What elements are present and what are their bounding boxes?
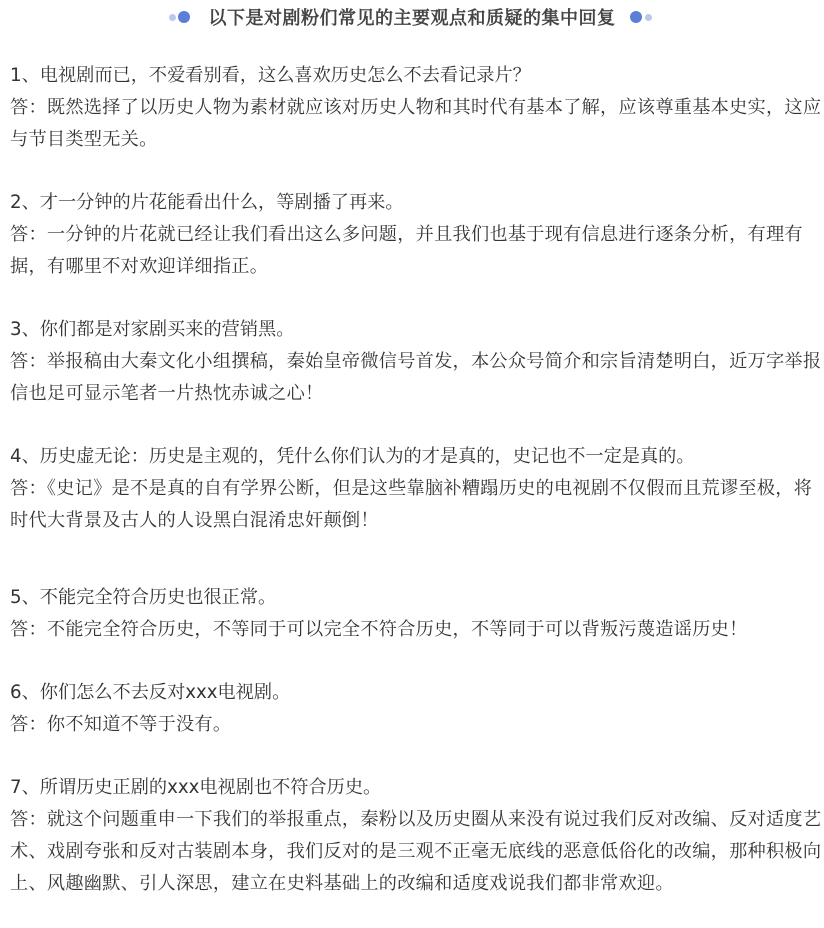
- qa-list: [10, 60, 822, 928]
- question-text: 6、你们怎么不去反对xxx电视剧。: [10, 682, 291, 703]
- answer-text: 答：不能完全符合历史，不等同于可以完全不符合历史，不等同于可以背叛污蔑造谣历史！: [10, 619, 748, 640]
- qa-item: [10, 772, 822, 900]
- answer-text: 答：《史记》是不是真的自有学界公断，但是这些靠脑补糟蹋历史的电视剧不仅假而且荒谬至极，将时代大背景及古人的人设黑白混淆忠奸颠倒！: [10, 478, 813, 531]
- qa-item: [10, 314, 822, 410]
- answer-text: 答：举报稿由大秦文化小组撰稿，秦始皇帝微信号首发，本公众号简介和宗旨清楚明白，近万字举报信也足可显示笔者一片热忱赤诚之心！: [10, 351, 822, 404]
- answer-text: 答：就这个问题重申一下我们的举报重点，秦粉以及历史圈从来没有说过我们反对改编、反对适度艺术、戏剧夸张和反对古装剧本身，我们反对的是三观不正毫无底线的恶意低俗化的改编，那种积极向上、风趣幽默、引人深思，建立在史料基础上的改编和适度戏说我们都非常欢迎。: [10, 809, 822, 894]
- question-text: 5、不能完全符合历史也很正常。: [10, 587, 277, 608]
- question-text: 7、所谓历史正剧的xxx电视剧也不符合历史。: [10, 777, 382, 798]
- section-title: 以下是对剧粉们常见的主要观点和质疑的集中回复: [208, 8, 616, 29]
- decorative-dots-right-icon: [630, 9, 656, 25]
- section-header: [0, 0, 824, 34]
- qa-item: [10, 582, 822, 646]
- question-text: 3、你们都是对家剧买来的营销黑。: [10, 319, 295, 340]
- answer-text: 答：一分钟的片花就已经让我们看出这么多问题，并且我们也基于现有信息进行逐条分析，有理有据，有哪里不对欢迎详细指正。: [10, 224, 803, 277]
- decorative-dots-left-icon: [169, 9, 195, 25]
- qa-item: [10, 60, 822, 156]
- qa-item: [10, 187, 822, 283]
- question-text: 1、电视剧而已，不爱看别看，这么喜欢历史怎么不去看记录片？: [10, 65, 531, 86]
- answer-text: 答：既然选择了以历史人物为素材就应该对历史人物和其时代有基本了解，应该尊重基本史实，这应与节目类型无关。: [10, 97, 822, 150]
- question-text: 4、历史虚无论：历史是主观的，凭什么你们认为的才是真的，史记也不一定是真的。: [10, 446, 695, 467]
- question-text: 2、才一分钟的片花能看出什么，等剧播了再来。: [10, 192, 404, 213]
- qa-item: [10, 677, 822, 741]
- answer-text: 答：你不知道不等于没有。: [10, 714, 232, 735]
- qa-item: [10, 441, 822, 537]
